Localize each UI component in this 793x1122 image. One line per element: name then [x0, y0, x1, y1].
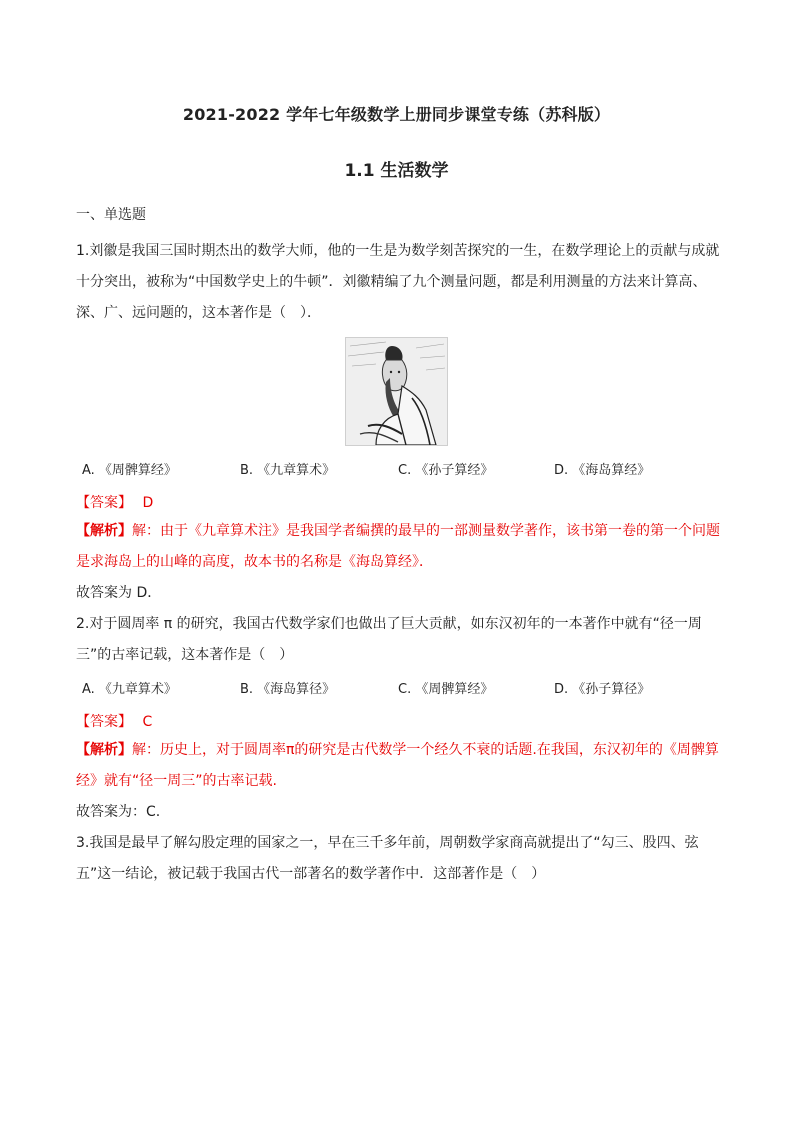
document-subtitle: 1.1 生活数学 — [344, 161, 449, 181]
option-c[interactable]: C. 《周髀算经》 — [398, 682, 494, 697]
analysis-label: 【解析】 — [76, 742, 132, 758]
question-1-text: 1.刘徽是我国三国时期杰出的数学大师，他的一生是为数学刻苦探究的一生，在数学理论上的贡献与成就十分突出，被称为“中国数学史上的牛顿”．刘徽精编了九个测量问题，都是利用测量的方法来计算高、深、广、远问题的，这本著作是（ ）． — [76, 243, 720, 321]
option-d[interactable]: D. 《孙子算径》 — [554, 682, 651, 697]
option-a[interactable]: A. 《九章算术》 — [82, 682, 177, 697]
option-b[interactable]: B. 《九章算术》 — [240, 463, 336, 478]
question-1-conclusion: 故答案为 D． — [76, 585, 162, 601]
answer-label: 【答案】 — [76, 714, 132, 730]
question-1-answer — [76, 492, 153, 512]
question-2-text: 2.对于圆周率 π 的研究，我国古代数学家们也做出了巨大贡献，如东汉初年的一本著作中就有“径一周三”的古率记载，这本著作是（ ） — [76, 616, 702, 663]
analysis-text: 解：由于《九章算术注》是我国学者编撰的最早的一部测量数学著作，该书第一卷的第一个问题是求海岛上的山峰的高度，故本书的名称是《海岛算经》． — [76, 523, 720, 570]
liu-hui-portrait-image — [345, 337, 448, 446]
answer-value: C — [142, 714, 153, 730]
answer-value: D — [142, 495, 154, 511]
option-a[interactable]: A. 《周髀算经》 — [82, 463, 177, 478]
answer-label: 【答案】 — [76, 495, 132, 511]
portrait-sketch-icon — [346, 338, 447, 445]
question-2-analysis — [76, 735, 722, 797]
option-b[interactable]: B. 《海岛算径》 — [240, 682, 336, 697]
question-2-conclusion: 故答案为：C. — [76, 804, 161, 820]
option-c[interactable]: C. 《孙子算经》 — [398, 463, 494, 478]
option-d[interactable]: D. 《海岛算经》 — [554, 463, 651, 478]
analysis-text: 解：历史上，对于圆周率π的研究是古代数学一个经久不衰的话题.在我国，东汉初年的《周髀算经》就有“径一周三”的古率记载. — [76, 742, 719, 789]
question-2-options — [82, 678, 722, 698]
section-heading: 一、单选题 — [76, 207, 146, 223]
question-1-analysis — [76, 516, 722, 578]
question-2-answer — [76, 711, 152, 731]
question-1-options — [82, 459, 722, 479]
question-3-text: 3.我国是最早了解勾股定理的国家之一，早在三千多年前，周朝数学家商高就提出了“勾三、股四、弦五”这一结论，被记载于我国古代一部著名的数学著作中．这部著作是（ ） — [76, 835, 699, 882]
analysis-label: 【解析】 — [76, 523, 132, 539]
document-title: 2021-2022 学年七年级数学上册同步课堂专练（苏科版） — [182, 105, 611, 124]
